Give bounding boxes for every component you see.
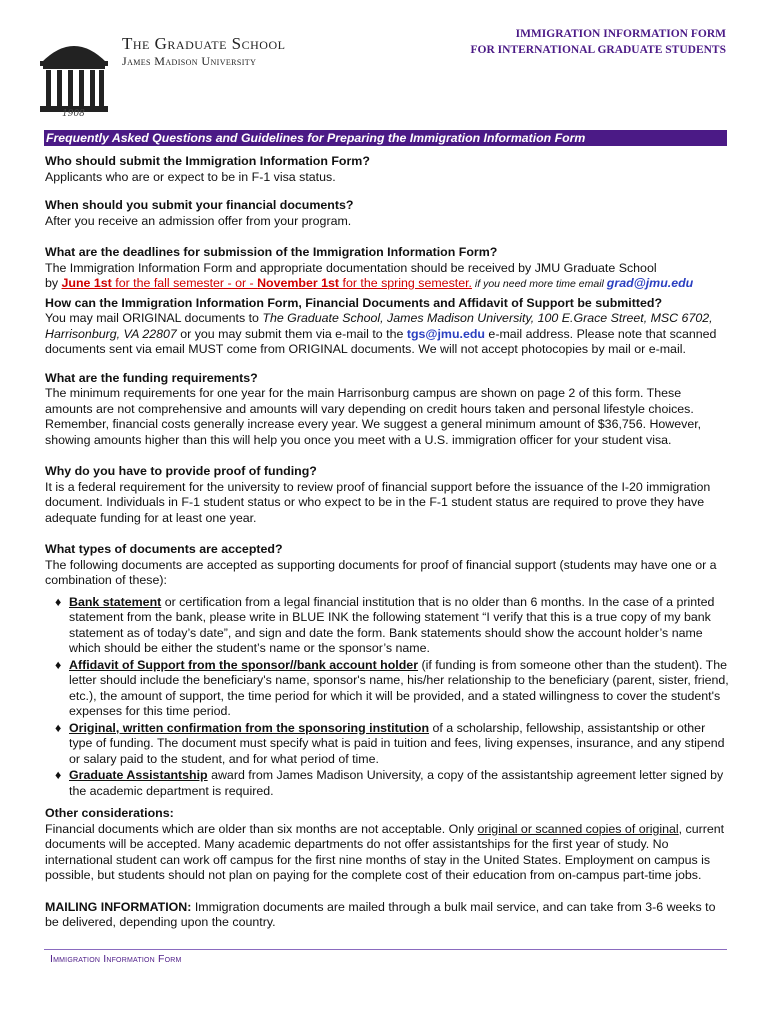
other-post: , current documents will be accepted. Many academic departments do not offer assistantships for the first year of study. No international student can work off campus for the first nine months of stay in the United States. Employment on campus is possible, but students should not plan on paying for the complete cost of their education from on-campus part-time jobs. [45,821,725,882]
doc-title: Affidavit of Support from the sponsor//bank account holder [69,657,419,672]
diamond-bullet-icon: ♦ [55,594,62,609]
grad-email-link[interactable]: grad@jmu.edu [606,276,694,290]
list-item [55,595,729,657]
answer-who: Applicants who are or expect to be in F-1 visa status. [45,169,336,184]
submit-pre: You may mail ORIGINAL documents to [45,311,263,325]
form-title-line-1: IMMIGRATION INFORMATION FORM [515,28,726,40]
faq-content [45,154,729,931]
doc-text: of a scholarship, fellowship, assistantship or other type of funding. The document must specify what is paid in tuition and fees, living expenses, insurance, and any stipend or salary paid to the student, and for what period of time. [69,720,725,766]
question-when: When should you submit your financial documents? [45,198,354,212]
tgs-email-link[interactable]: tgs@jmu.edu [406,326,485,341]
list-item [55,658,729,720]
answer-how-submit [45,311,729,358]
other-underlined: original or scanned copies of original [477,821,679,836]
list-item [55,721,729,768]
doc-text: award from James Madison University, a copy of the assistantship agreement letter signed by the academic department is required. [69,768,724,798]
answer-deadlines [45,261,729,293]
submit-post: e-mail address. Please note that scanned documents sent via email MUST come from ORIGINAL documents. We will not accept photocopies by mail or e-mail. [45,326,717,356]
other-pre: Financial documents which are older than six months are not acceptable. Only [45,821,478,836]
diamond-bullet-icon: ♦ [55,657,62,672]
question-documents: What types of documents are accepted? [45,542,283,556]
fall-deadline: June 1st [61,276,112,290]
submit-mid: or you may submit them via e-mail to the [176,326,407,341]
doc-title: Graduate Assistantship [69,768,208,782]
diamond-bullet-icon: ♦ [55,768,62,782]
spring-deadline: November 1st [257,276,340,290]
form-title-line-2: FOR INTERNATIONAL GRADUATE STUDENTS [470,44,726,56]
mailing-information [45,900,729,931]
mailing-address: The Graduate School, James Madison University, 100 E.Grace Street, MSC 6702, Harrisonburg, VA 22807 [45,311,713,341]
faq-banner: Frequently Asked Questions and Guidelines for Preparing the Immigration Information Form [44,130,727,146]
footer-divider [44,949,727,950]
deadline-text: The Immigration Information Form and appropriate documentation should be received by JMU Graduate School [45,260,657,275]
university-name: James Madison University [122,54,257,68]
answer-funding: The minimum requirements for one year for the main Harrisonburg campus are shown on page 2 of this form. These amounts are not comprehensive and amounts will vary depending on credit hours taken and personal lifestyle choices. Remember, financial costs generally increase every year. We suggest a general minimum amount of $36,756. However, showing amounts higher than this will help you once you meet with a U.S. immigration officer for your student visa. [45,386,702,447]
mailing-label: MAILING INFORMATION: [45,899,192,914]
question-proof: Why do you have to provide proof of funding? [45,464,317,478]
question-how-submit: How can the Immigration Information Form, Financial Documents and Affidavit of Support be submitted? [45,295,663,310]
logo-year: 1908 [62,109,85,116]
answer-proof: It is a federal requirement for the university to review proof of financial support before the issuance of the I-20 immigration document. Individuals in F-1 student status or who expect to be in the F-1 student status are required to prove they have adequate funding for at least one year. [45,479,711,525]
answer-documents: The following documents are accepted as supporting documents for proof of financial support (students may have one or a combination of these): [45,557,717,587]
mailing-text: Immigration documents are mailed through a bulk mail service, and can take from 3-6 weeks to be delivered, depending upon the country. [45,899,716,929]
doc-title: Bank statement [69,594,162,609]
footer-title: Immigration Information Form [50,953,182,965]
diamond-bullet-icon: ♦ [55,720,62,735]
more-time-note: if you need more time email [471,278,607,290]
school-name: The Graduate School [122,34,286,53]
doc-text: (if funding is from someone other than the student). The letter should include the beneficiary's name, sponsor's name, his/her relationship to the beneficiary (parent, sister, friend, etc.), the amount of support, the time period for which it will be provided, and a stated willingness to cover the student's expenses for this time period. [69,657,729,718]
other-considerations-heading: Other considerations: [45,806,174,820]
spring-semester-text: for the spring semester. [339,276,472,290]
documents-list [45,595,729,800]
form-title [471,26,727,58]
question-funding: What are the funding requirements? [45,370,258,385]
other-considerations-text [45,822,729,884]
rotunda-logo-icon [38,28,110,116]
deadline-by: by [45,276,62,290]
question-who: Who should submit the Immigration Information Form? [45,154,370,168]
doc-title: Original, written confirmation from the sponsoring institution [69,720,430,735]
fall-semester-text: for the fall semester - or - [111,276,258,290]
answer-when: After you receive an admission offer from your program. [45,213,352,228]
list-item [55,768,729,799]
doc-text: or certification from a legal financial institution that is no older than 6 months. In the case of a printed statement from the bank, please write in BLUE INK the following statement “I verify that this is a true copy of my bank statement as of today’s date”, and sign and date the form. Bank statements should show the account holder’s name which should be either the student’s name or the sponsor’s name. [69,594,715,655]
question-deadlines: What are the deadlines for submission of the Immigration Information Form? [45,245,498,259]
